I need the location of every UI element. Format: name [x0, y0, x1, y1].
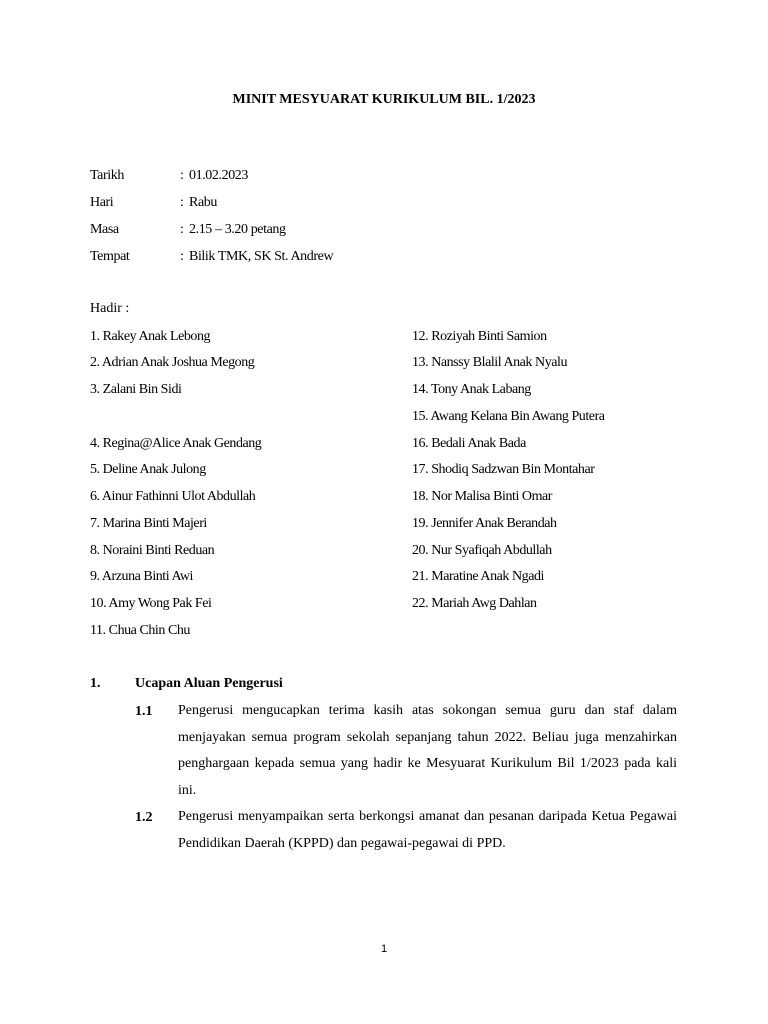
item-paragraph: Pengerusi menyampaikan serta berkongsi amanat dan pesanan daripada Ketua Pegawai Pendidikan Daerah (KPPD) dan pegawai-pegawai di PPD. — [178, 809, 677, 851]
attendee-item: 17. Shodiq Sadzwan Bin Montahar — [412, 462, 595, 477]
attendee-item: 14. Tony Anak Labang — [412, 382, 531, 397]
info-value: 01.02.2023 — [189, 168, 249, 183]
attendance-label: Hadir : — [90, 301, 130, 316]
document-title: MINIT MESYUARAT KURIKULUM BIL. 1/2023 — [232, 92, 536, 107]
info-colon: : — [180, 195, 184, 210]
attendee-item: 18. Nor Malisa Binti Omar — [412, 489, 553, 504]
page-number: 1 — [380, 943, 388, 955]
attendee-item: 6. Ainur Fathinni Ulot Abdullah — [90, 489, 256, 504]
attendee-item: 8. Noraini Binti Reduan — [90, 543, 215, 558]
info-label: Hari — [90, 195, 114, 210]
attendee-item: 12. Roziyah Binti Samion — [412, 329, 547, 344]
attendee-item: 3. Zalani Bin Sidi — [90, 382, 182, 397]
section-number: 1. — [90, 676, 101, 691]
attendee-item: 15. Awang Kelana Bin Awang Putera — [412, 409, 605, 424]
info-label: Tarikh — [90, 168, 124, 183]
info-value: Rabu — [189, 195, 217, 210]
info-colon: : — [180, 249, 184, 264]
item-paragraph: Pengerusi mengucapkan terima kasih atas sokongan semua guru dan staf dalam menjayakan semua program sekolah sepanjang tahun 2022. Beliau juga menzahirkan penghargaan kepada semua yang hadir ke Mesyuarat Kurikulum Bil 1/2023 pada kali ini. — [178, 703, 677, 798]
section-title: Ucapan Aluan Pengerusi — [135, 676, 283, 691]
attendee-item: 13. Nanssy Blalil Anak Nyalu — [412, 355, 567, 370]
attendee-item: 21. Maratine Anak Ngadi — [412, 569, 544, 584]
info-value: 2.15 – 3.20 petang — [189, 222, 286, 237]
info-colon: : — [180, 168, 184, 183]
info-label: Tempat — [90, 249, 130, 264]
attendee-item: 20. Nur Syafiqah Abdullah — [412, 543, 552, 558]
attendee-item: 9. Arzuna Binti Awi — [90, 569, 193, 584]
attendee-item: 2. Adrian Anak Joshua Megong — [90, 355, 255, 370]
item-number: 1.1 — [135, 704, 153, 719]
info-label: Masa — [90, 222, 119, 237]
info-value: Bilik TMK, SK St. Andrew — [189, 249, 334, 264]
attendee-item: 22. Mariah Awg Dahlan — [412, 596, 537, 611]
attendee-item: 16. Bedali Anak Bada — [412, 436, 526, 451]
attendee-item: 4. Regina@Alice Anak Gendang — [90, 436, 262, 451]
attendee-item: 1. Rakey Anak Lebong — [90, 329, 211, 344]
item-number: 1.2 — [135, 810, 153, 825]
info-colon: : — [180, 222, 184, 237]
attendee-item: 11. Chua Chin Chu — [90, 623, 190, 638]
attendee-item: 7. Marina Binti Majeri — [90, 516, 207, 531]
attendee-item: 10. Amy Wong Pak Fei — [90, 596, 212, 611]
attendee-item: 19. Jennifer Anak Berandah — [412, 516, 557, 531]
attendee-item: 5. Deline Anak Julong — [90, 462, 206, 477]
